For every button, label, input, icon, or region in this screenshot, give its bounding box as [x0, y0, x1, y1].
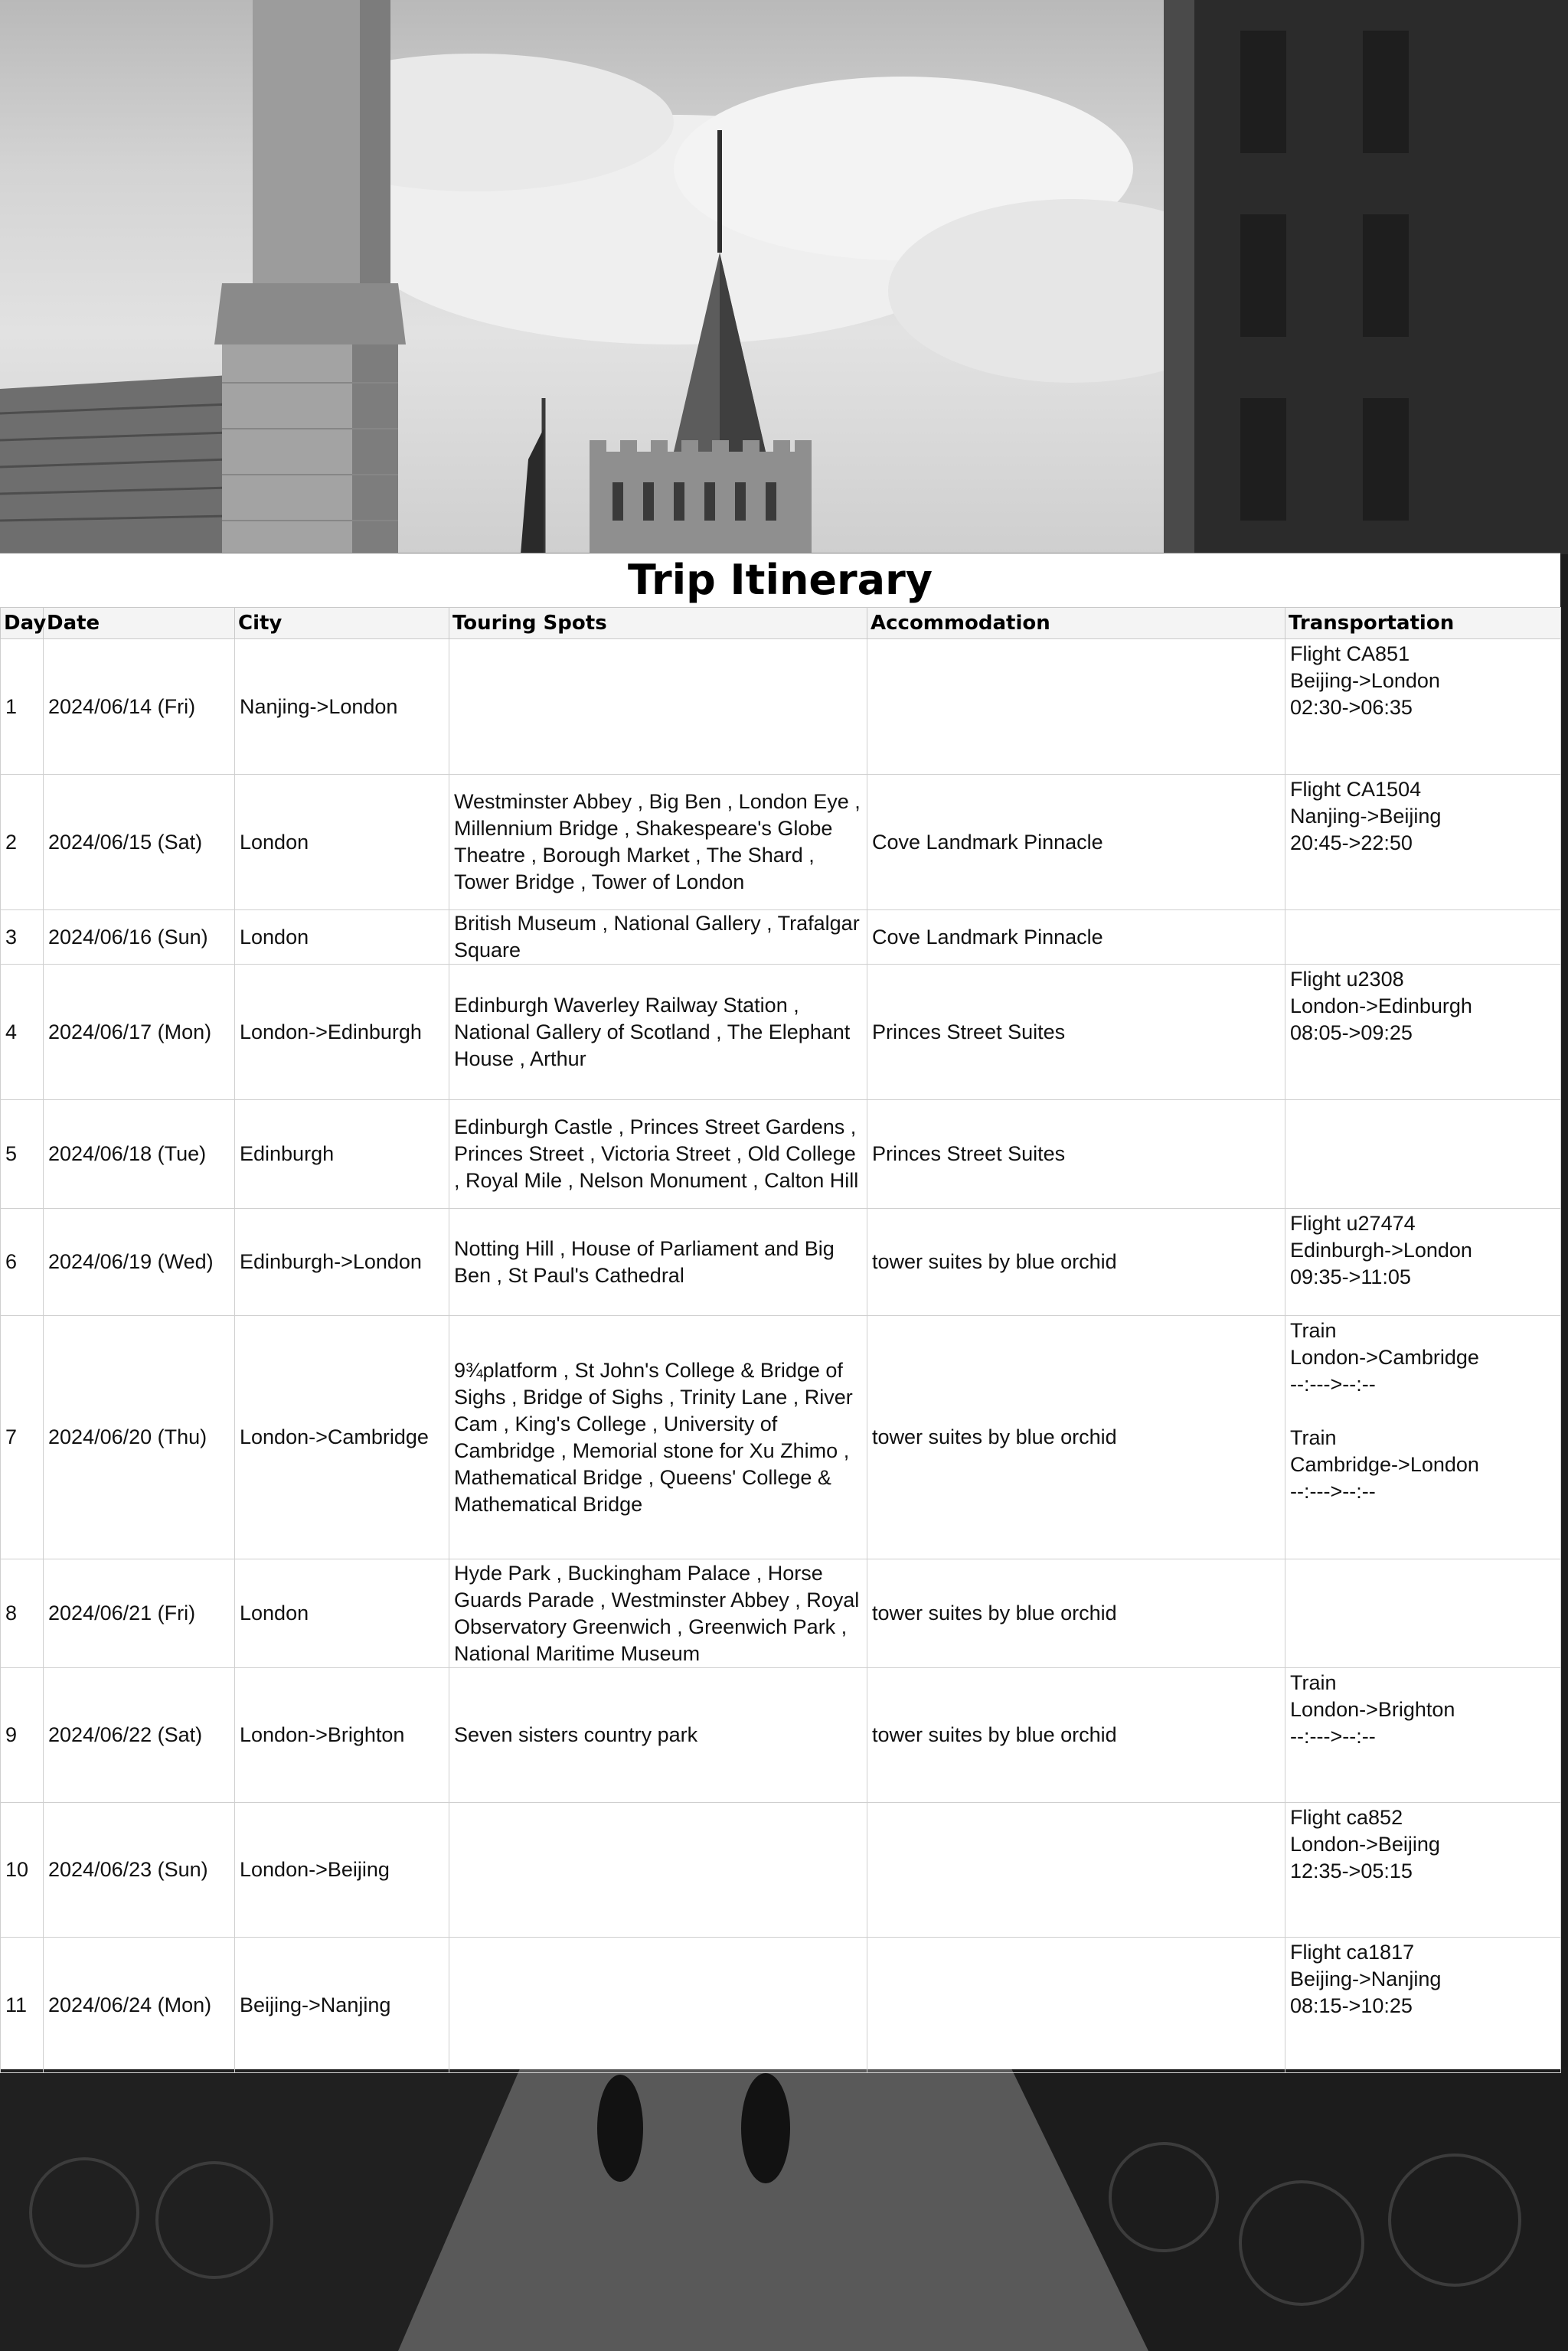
cell-touring-spots: 9¾platform , St John's College & Bridge of Sighs , Bridge of Sighs , Trinity Lane , River Cam , King's College , University of Cambridge , Memorial stone for Xu Zhimo , Mathematical Bridge , Queens' College & Mathematical Bridge — [449, 1316, 867, 1559]
transport-line: --:--->--:-- — [1290, 1725, 1376, 1748]
cell-date: 2024/06/14 (Fri) — [44, 639, 235, 775]
transport-line: --:--->--:-- — [1290, 1373, 1376, 1396]
transport-line: --:--->--:-- — [1290, 1480, 1376, 1503]
cell-city: London->Edinburgh — [235, 965, 449, 1100]
cell-day: 6 — [1, 1209, 44, 1316]
table-row — [1, 775, 1561, 910]
page-title: Trip Itinerary — [628, 556, 933, 604]
transport-line: 02:30->06:35 — [1290, 696, 1413, 719]
transport-line: London->Edinburgh — [1290, 994, 1472, 1017]
cell-city: Edinburgh — [235, 1100, 449, 1209]
table-row — [1, 639, 1561, 775]
transport-line: Flight u2308 — [1290, 968, 1404, 991]
table-row — [1, 1668, 1561, 1803]
transport-line: 08:05->09:25 — [1290, 1021, 1413, 1044]
cell-day: 11 — [1, 1938, 44, 2073]
cell-transportation — [1285, 639, 1561, 775]
table-row — [1, 1316, 1561, 1559]
transport-line: Flight ca852 — [1290, 1806, 1403, 1829]
cityscape-illustration — [0, 0, 1568, 554]
cell-accommodation — [867, 639, 1285, 775]
itinerary-rows — [1, 639, 1561, 2073]
column-header-transportation: Transportation — [1285, 608, 1561, 639]
street-illustration — [0, 2067, 1568, 2351]
table-row — [1, 1559, 1561, 1668]
background-photo-top — [0, 0, 1568, 554]
cell-accommodation: tower suites by blue orchid — [867, 1559, 1285, 1668]
cell-city: London->Beijing — [235, 1803, 449, 1938]
cell-accommodation: tower suites by blue orchid — [867, 1316, 1285, 1559]
transport-spacer — [1290, 1398, 1556, 1425]
itinerary-table — [0, 607, 1561, 2073]
transport-line: Nanjing->Beijing — [1290, 805, 1442, 828]
cell-day: 5 — [1, 1100, 44, 1209]
transport-line: London->Beijing — [1290, 1833, 1440, 1856]
cell-touring-spots — [449, 1938, 867, 2073]
table-row — [1, 965, 1561, 1100]
cell-transportation — [1285, 1668, 1561, 1803]
column-header-touring-spots: Touring Spots — [449, 608, 867, 639]
table-row — [1, 910, 1561, 965]
cell-touring-spots: Hyde Park , Buckingham Palace , Horse Guards Parade , Westminster Abbey , Royal Observatory Greenwich , Greenwich Park , National Maritime Museum — [449, 1559, 867, 1668]
cell-day: 1 — [1, 639, 44, 775]
cell-accommodation — [867, 1803, 1285, 1938]
column-header-date: Date — [44, 608, 235, 639]
cell-date: 2024/06/22 (Sat) — [44, 1668, 235, 1803]
cell-date: 2024/06/16 (Sun) — [44, 910, 235, 965]
transport-line: Cambridge->London — [1290, 1453, 1479, 1476]
cell-transportation — [1285, 1316, 1561, 1559]
cell-day: 9 — [1, 1668, 44, 1803]
itinerary-sheet — [0, 553, 1560, 2069]
cell-transportation — [1285, 1559, 1561, 1668]
table-row — [1, 1209, 1561, 1316]
cell-city: London — [235, 910, 449, 965]
transport-line: Flight u27474 — [1290, 1212, 1416, 1235]
table-row — [1, 1100, 1561, 1209]
cell-touring-spots — [449, 1803, 867, 1938]
transport-line: Train — [1290, 1671, 1337, 1694]
cell-city: London->Cambridge — [235, 1316, 449, 1559]
cell-city: London->Brighton — [235, 1668, 449, 1803]
cell-day: 4 — [1, 965, 44, 1100]
cell-city: London — [235, 775, 449, 910]
cell-transportation — [1285, 965, 1561, 1100]
transport-line: Flight CA851 — [1290, 642, 1410, 665]
table-row — [1, 1938, 1561, 2073]
cell-transportation — [1285, 1938, 1561, 2073]
transport-line: 20:45->22:50 — [1290, 831, 1413, 854]
cell-city: Beijing->Nanjing — [235, 1938, 449, 2073]
cell-touring-spots — [449, 639, 867, 775]
cell-accommodation — [867, 1938, 1285, 2073]
header-row — [1, 608, 1561, 639]
cell-transportation — [1285, 775, 1561, 910]
transport-line: 12:35->05:15 — [1290, 1860, 1413, 1882]
column-header-city: City — [235, 608, 449, 639]
cell-city: Nanjing->London — [235, 639, 449, 775]
cell-day: 3 — [1, 910, 44, 965]
cell-date: 2024/06/20 (Thu) — [44, 1316, 235, 1559]
cell-touring-spots: Edinburgh Waverley Railway Station , National Gallery of Scotland , The Elephant House , Arthur — [449, 965, 867, 1100]
cell-accommodation: Cove Landmark Pinnacle — [867, 910, 1285, 965]
cell-date: 2024/06/19 (Wed) — [44, 1209, 235, 1316]
transport-line: London->Brighton — [1290, 1698, 1455, 1721]
transport-line: Train — [1290, 1426, 1337, 1449]
transport-line: 09:35->11:05 — [1290, 1265, 1411, 1288]
transport-line: 08:15->10:25 — [1290, 1994, 1413, 2017]
table-row — [1, 1803, 1561, 1938]
cell-accommodation: Princes Street Suites — [867, 965, 1285, 1100]
cell-transportation — [1285, 1100, 1561, 1209]
transport-line: London->Cambridge — [1290, 1346, 1479, 1369]
column-header-accommodation: Accommodation — [867, 608, 1285, 639]
cell-city: London — [235, 1559, 449, 1668]
cell-accommodation: tower suites by blue orchid — [867, 1209, 1285, 1316]
transport-line: Edinburgh->London — [1290, 1239, 1472, 1262]
cell-date: 2024/06/15 (Sat) — [44, 775, 235, 910]
transport-line: Beijing->London — [1290, 669, 1440, 692]
cell-touring-spots: British Museum , National Gallery , Trafalgar Square — [449, 910, 867, 965]
cell-accommodation: Cove Landmark Pinnacle — [867, 775, 1285, 910]
cell-touring-spots: Seven sisters country park — [449, 1668, 867, 1803]
cell-accommodation: Princes Street Suites — [867, 1100, 1285, 1209]
cell-touring-spots: Edinburgh Castle , Princes Street Gardens , Princes Street , Victoria Street , Old College , Royal Mile , Nelson Monument , Calton Hill — [449, 1100, 867, 1209]
cell-date: 2024/06/24 (Mon) — [44, 1938, 235, 2073]
transport-line: Beijing->Nanjing — [1290, 1967, 1442, 1990]
column-header-day: Day — [1, 608, 44, 639]
cell-date: 2024/06/21 (Fri) — [44, 1559, 235, 1668]
background-photo-bottom — [0, 2067, 1568, 2351]
cell-transportation — [1285, 1803, 1561, 1938]
transport-line: Train — [1290, 1319, 1337, 1342]
cell-date: 2024/06/17 (Mon) — [44, 965, 235, 1100]
cell-transportation — [1285, 1209, 1561, 1316]
cell-day: 8 — [1, 1559, 44, 1668]
cell-city: Edinburgh->London — [235, 1209, 449, 1316]
cell-touring-spots: Westminster Abbey , Big Ben , London Eye , Millennium Bridge , Shakespeare's Globe Theatre , Borough Market , The Shard , Tower Bridge , Tower of London — [449, 775, 867, 910]
cell-transportation — [1285, 910, 1561, 965]
cell-date: 2024/06/18 (Tue) — [44, 1100, 235, 1209]
transport-line: Flight CA1504 — [1290, 778, 1422, 801]
cell-day: 7 — [1, 1316, 44, 1559]
cell-day: 10 — [1, 1803, 44, 1938]
cell-touring-spots: Notting Hill , House of Parliament and Big Ben , St Paul's Cathedral — [449, 1209, 867, 1316]
transport-line: Flight ca1817 — [1290, 1941, 1415, 1964]
cell-accommodation: tower suites by blue orchid — [867, 1668, 1285, 1803]
cell-date: 2024/06/23 (Sun) — [44, 1803, 235, 1938]
cell-day: 2 — [1, 775, 44, 910]
